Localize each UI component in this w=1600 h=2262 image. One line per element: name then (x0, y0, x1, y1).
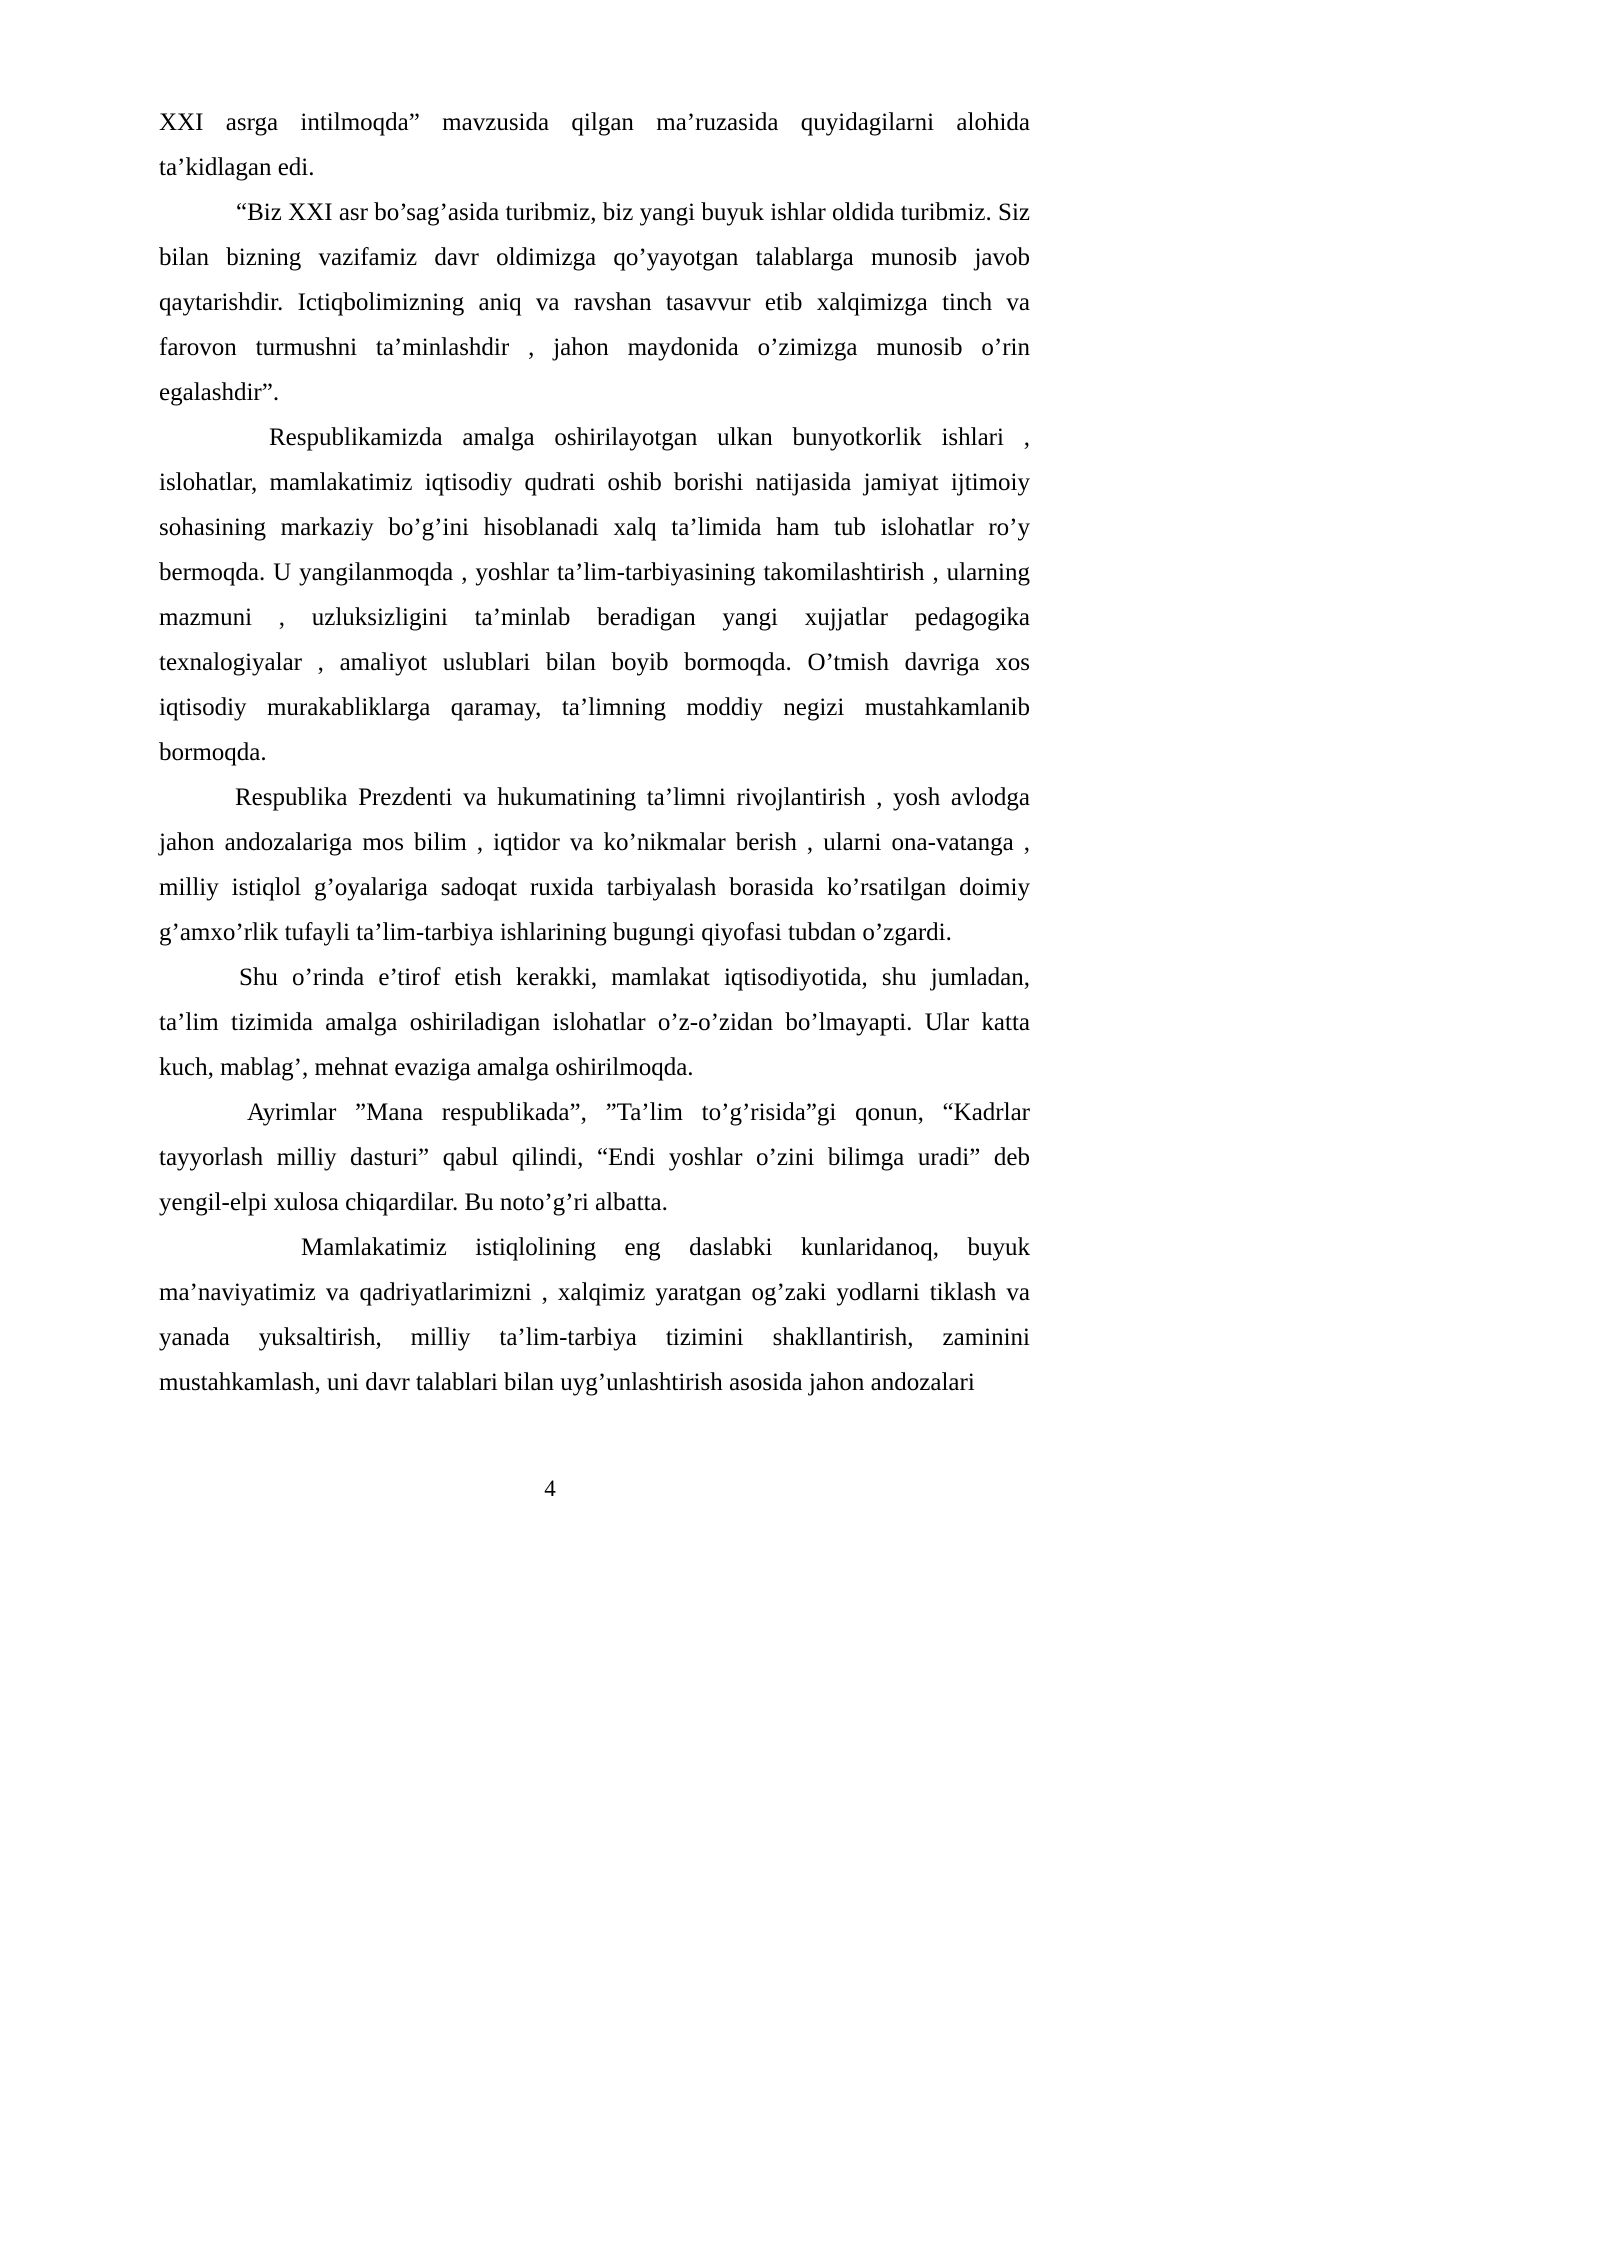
paragraph: Ayrimlar ”Mana respublikada”, ”Ta’lim to’g’risida”gi qonun, “Kadrlar tayyorlash milliy dasturi” qabul qilindi, “Endi yoshlar o’zini bilimga uradi” deb yengil-elpi xulosa chiqardilar. Bu noto’g’ri albatta. (159, 1099, 1030, 1216)
paragraph: XXI asrga intilmoqda” mavzusida qilgan ma’ruzasida quyidagilarni alohida ta’kidlagan edi. (159, 109, 1030, 181)
paragraph: “Biz XXI asr bo’sag’asida turibmiz, biz yangi buyuk ishlar oldida turibmiz. Siz bilan bizning vazifamiz davr oldimizga qo’yayotgan talablarga munosib javob qaytarishdir. Ictiqbolimizning aniq va ravshan tasavvur etib xalqimizga tinch va farovon turmushni ta’minlashdir , jahon maydonida o’zimizga munosib o’rin egalashdir”. (159, 199, 1030, 406)
paragraph: Respublika Prezdenti va hukumatining ta’limni rivojlantirish , yosh avlodga jahon andozalariga mos bilim , iqtidor va ko’nikmalar berish , ularni ona-vatanga , milliy istiqlol g’oyalariga sadoqat ruxida tarbiyalash borasida ko’rsatilgan doimiy g’amxo’rlik tufayli ta’lim-tarbiya ishlarining bugungi qiyofasi tubdan o’zgardi. (159, 784, 1030, 946)
document-page (0, 0, 1100, 1555)
page-number: 4 (544, 1476, 556, 1501)
paragraph: Respublikamizda amalga oshirilayotgan ulkan bunyotkorlik ishlari , islohatlar, mamlakatimiz iqtisodiy qudrati oshib borishi natijasida jamiyat ijtimoiy sohasining markaziy bo’g’ini hisoblanadi xalq ta’limida ham tub islohatlar ro’y bermoqda. U yangilanmoqda , yoshlar ta’lim-tarbiyasining takomilashtirish , ularning mazmuni , uzluksizligini ta’minlab beradigan yangi xujjatlar pedagogika texnalogiyalar , amaliyot uslublari bilan boyib bormoqda. O’tmish davriga xos iqtisodiy murakabliklarga qaramay, ta’limning moddiy negizi mustahkamlanib bormoqda. (159, 424, 1030, 766)
body-text (159, 100, 1030, 1405)
paragraph: Mamlakatimiz istiqlolining eng daslabki kunlaridanoq, buyuk ma’naviyatimiz va qadriyatlarimizni , xalqimiz yaratgan og’zaki yodlarni tiklash va yanada yuksaltirish, milliy ta’lim-tarbiya tizimini shakllantirish, zaminini mustahkamlash, uni davr talablari bilan uyg’unlashtirish asosida jahon andozalari (159, 1234, 1030, 1396)
paragraph: Shu o’rinda e’tirof etish kerakki, mamlakat iqtisodiyotida, shu jumladan, ta’lim tizimida amalga oshiriladigan islohatlar o’z-o’zidan bo’lmayapti. Ular katta kuch, mablag’, mehnat evaziga amalga oshirilmoqda. (159, 964, 1030, 1081)
